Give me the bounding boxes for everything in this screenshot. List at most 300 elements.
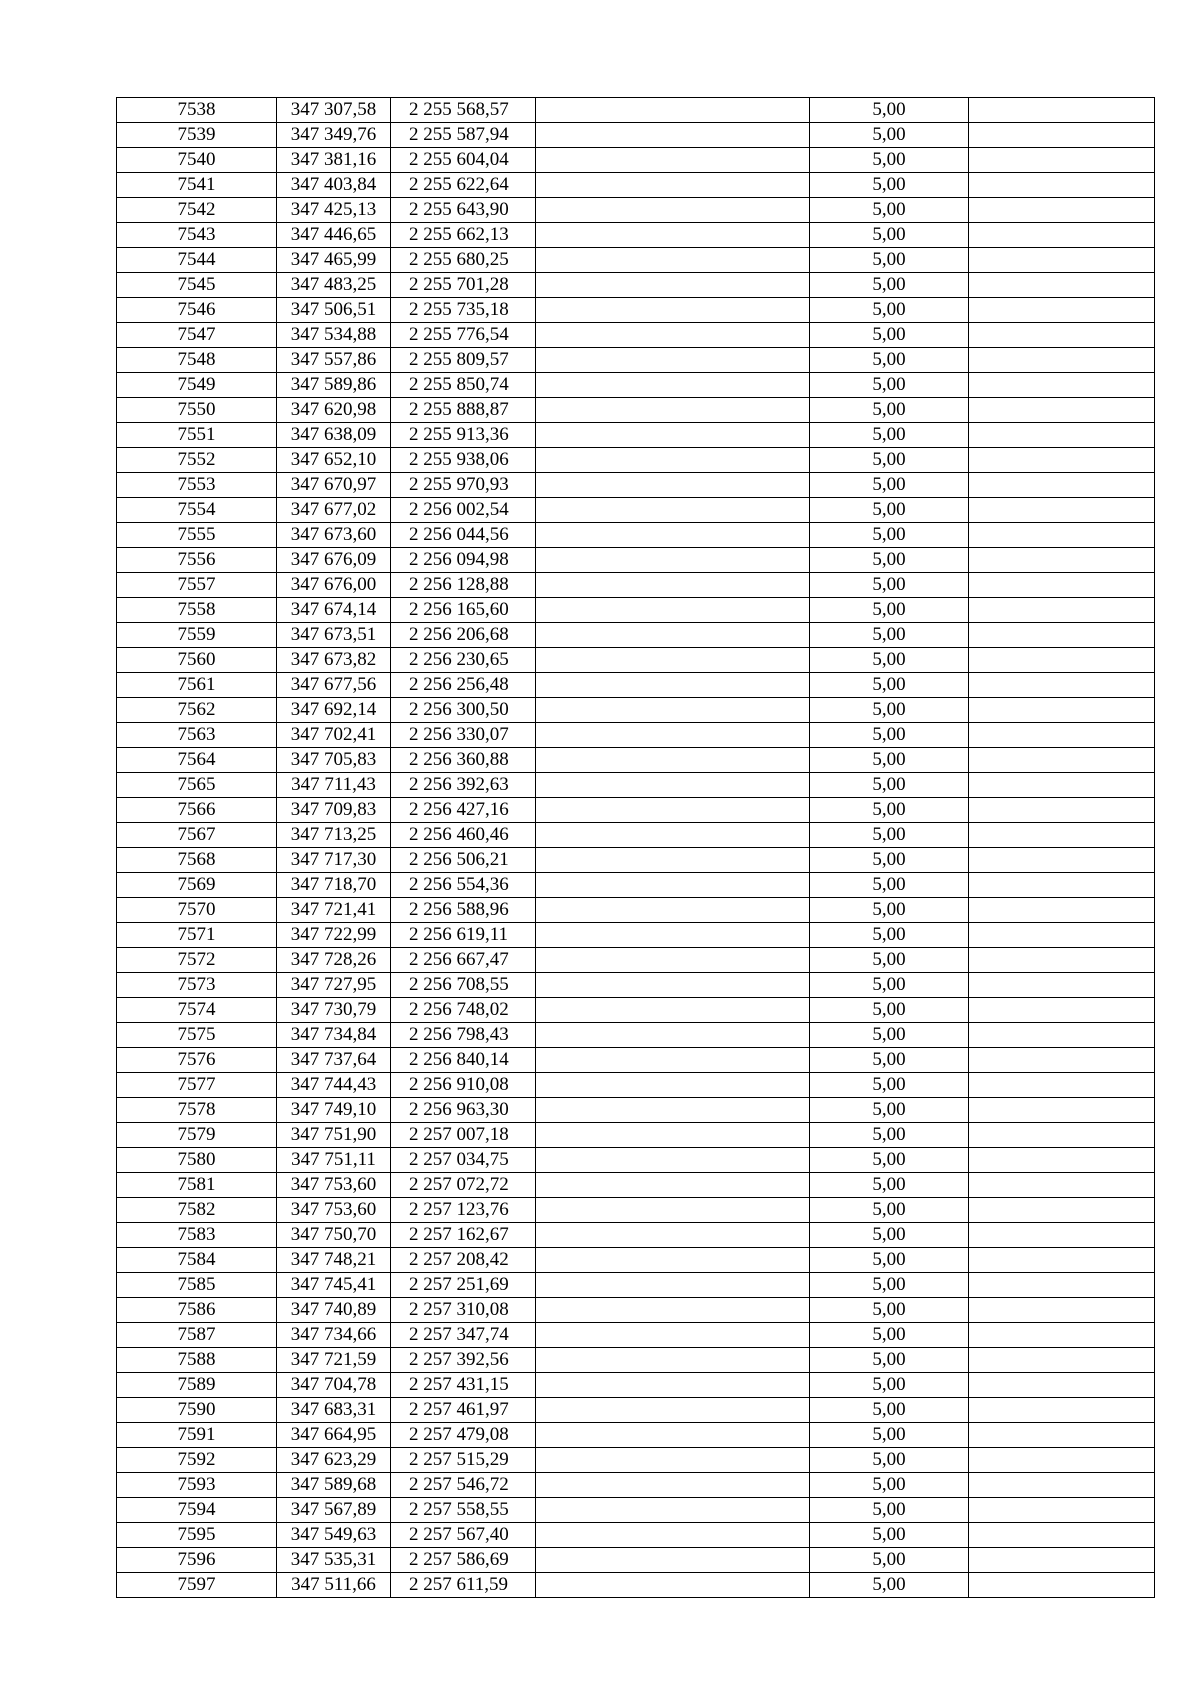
empty-cell — [536, 773, 810, 798]
point-number-cell: 7583 — [117, 1223, 277, 1248]
table-row — [117, 1048, 1155, 1073]
table-row — [117, 548, 1155, 573]
empty-cell — [969, 1473, 1155, 1498]
table-row — [117, 948, 1155, 973]
empty-cell — [969, 873, 1155, 898]
y-coordinate-cell: 2 256 128,88 — [391, 573, 536, 598]
point-number-cell: 7595 — [117, 1523, 277, 1548]
point-number-cell: 7586 — [117, 1298, 277, 1323]
value-cell: 5,00 — [810, 448, 969, 473]
point-number-cell: 7572 — [117, 948, 277, 973]
value-cell: 5,00 — [810, 648, 969, 673]
empty-cell — [969, 1023, 1155, 1048]
point-number-cell: 7574 — [117, 998, 277, 1023]
empty-cell — [969, 273, 1155, 298]
x-coordinate-cell: 347 721,41 — [277, 898, 391, 923]
value-cell: 5,00 — [810, 1573, 969, 1598]
y-coordinate-cell: 2 256 506,21 — [391, 848, 536, 873]
value-cell: 5,00 — [810, 1273, 969, 1298]
value-cell: 5,00 — [810, 98, 969, 123]
empty-cell — [969, 573, 1155, 598]
value-cell: 5,00 — [810, 698, 969, 723]
y-coordinate-cell: 2 255 604,04 — [391, 148, 536, 173]
empty-cell — [969, 748, 1155, 773]
y-coordinate-cell: 2 255 809,57 — [391, 348, 536, 373]
empty-cell — [969, 823, 1155, 848]
value-cell: 5,00 — [810, 1173, 969, 1198]
y-coordinate-cell: 2 257 567,40 — [391, 1523, 536, 1548]
y-coordinate-cell: 2 257 034,75 — [391, 1148, 536, 1173]
y-coordinate-cell: 2 257 251,69 — [391, 1273, 536, 1298]
point-number-cell: 7571 — [117, 923, 277, 948]
x-coordinate-cell: 347 446,65 — [277, 223, 391, 248]
value-cell: 5,00 — [810, 798, 969, 823]
empty-cell — [536, 898, 810, 923]
y-coordinate-cell: 2 256 588,96 — [391, 898, 536, 923]
table-row — [117, 1523, 1155, 1548]
value-cell: 5,00 — [810, 998, 969, 1023]
empty-cell — [536, 923, 810, 948]
value-cell: 5,00 — [810, 1048, 969, 1073]
empty-cell — [536, 398, 810, 423]
y-coordinate-cell: 2 255 970,93 — [391, 473, 536, 498]
table-row — [117, 1473, 1155, 1498]
point-number-cell: 7563 — [117, 723, 277, 748]
y-coordinate-cell: 2 256 206,68 — [391, 623, 536, 648]
empty-cell — [969, 1523, 1155, 1548]
empty-cell — [536, 598, 810, 623]
table-row — [117, 573, 1155, 598]
empty-cell — [969, 648, 1155, 673]
value-cell: 5,00 — [810, 973, 969, 998]
y-coordinate-cell: 2 255 680,25 — [391, 248, 536, 273]
empty-cell — [969, 1198, 1155, 1223]
empty-cell — [536, 1448, 810, 1473]
empty-cell — [536, 873, 810, 898]
empty-cell — [969, 848, 1155, 873]
empty-cell — [536, 1373, 810, 1398]
x-coordinate-cell: 347 483,25 — [277, 273, 391, 298]
value-cell: 5,00 — [810, 373, 969, 398]
y-coordinate-cell: 2 256 554,36 — [391, 873, 536, 898]
x-coordinate-cell: 347 638,09 — [277, 423, 391, 448]
point-number-cell: 7577 — [117, 1073, 277, 1098]
point-number-cell: 7588 — [117, 1348, 277, 1373]
value-cell: 5,00 — [810, 573, 969, 598]
empty-cell — [969, 1423, 1155, 1448]
empty-cell — [536, 623, 810, 648]
table-row — [117, 973, 1155, 998]
value-cell: 5,00 — [810, 898, 969, 923]
empty-cell — [536, 473, 810, 498]
point-number-cell: 7587 — [117, 1323, 277, 1348]
x-coordinate-cell: 347 740,89 — [277, 1298, 391, 1323]
table-row — [117, 1198, 1155, 1223]
value-cell: 5,00 — [810, 1423, 969, 1448]
x-coordinate-cell: 347 745,41 — [277, 1273, 391, 1298]
table-row — [117, 1273, 1155, 1298]
value-cell: 5,00 — [810, 1148, 969, 1173]
x-coordinate-cell: 347 711,43 — [277, 773, 391, 798]
empty-cell — [536, 1398, 810, 1423]
empty-cell — [969, 548, 1155, 573]
value-cell: 5,00 — [810, 1323, 969, 1348]
point-number-cell: 7568 — [117, 848, 277, 873]
empty-cell — [969, 698, 1155, 723]
table-row — [117, 773, 1155, 798]
point-number-cell: 7578 — [117, 1098, 277, 1123]
y-coordinate-cell: 2 256 330,07 — [391, 723, 536, 748]
y-coordinate-cell: 2 255 850,74 — [391, 373, 536, 398]
point-number-cell: 7589 — [117, 1373, 277, 1398]
y-coordinate-cell: 2 257 461,97 — [391, 1398, 536, 1423]
empty-cell — [536, 1148, 810, 1173]
empty-cell — [536, 198, 810, 223]
point-number-cell: 7557 — [117, 573, 277, 598]
point-number-cell: 7593 — [117, 1473, 277, 1498]
table-row — [117, 523, 1155, 548]
y-coordinate-cell: 2 256 910,08 — [391, 1073, 536, 1098]
x-coordinate-cell: 347 730,79 — [277, 998, 391, 1023]
empty-cell — [536, 1548, 810, 1573]
table-row — [117, 1348, 1155, 1373]
y-coordinate-cell: 2 257 515,29 — [391, 1448, 536, 1473]
empty-cell — [536, 223, 810, 248]
point-number-cell: 7596 — [117, 1548, 277, 1573]
empty-cell — [969, 773, 1155, 798]
empty-cell — [536, 1173, 810, 1198]
empty-cell — [536, 1273, 810, 1298]
empty-cell — [969, 598, 1155, 623]
point-number-cell: 7590 — [117, 1398, 277, 1423]
x-coordinate-cell: 347 673,51 — [277, 623, 391, 648]
empty-cell — [969, 398, 1155, 423]
table-row — [117, 848, 1155, 873]
y-coordinate-cell: 2 256 460,46 — [391, 823, 536, 848]
table-row — [117, 173, 1155, 198]
table-row — [117, 1423, 1155, 1448]
point-number-cell: 7548 — [117, 348, 277, 373]
point-number-cell: 7558 — [117, 598, 277, 623]
table-row — [117, 898, 1155, 923]
value-cell: 5,00 — [810, 248, 969, 273]
empty-cell — [969, 323, 1155, 348]
x-coordinate-cell: 347 535,31 — [277, 1548, 391, 1573]
y-coordinate-cell: 2 255 587,94 — [391, 123, 536, 148]
y-coordinate-cell: 2 256 300,50 — [391, 698, 536, 723]
empty-cell — [969, 448, 1155, 473]
value-cell: 5,00 — [810, 123, 969, 148]
value-cell: 5,00 — [810, 273, 969, 298]
point-number-cell: 7594 — [117, 1498, 277, 1523]
x-coordinate-cell: 347 534,88 — [277, 323, 391, 348]
y-coordinate-cell: 2 255 888,87 — [391, 398, 536, 423]
empty-cell — [969, 1398, 1155, 1423]
value-cell: 5,00 — [810, 498, 969, 523]
x-coordinate-cell: 347 748,21 — [277, 1248, 391, 1273]
empty-cell — [536, 1423, 810, 1448]
point-number-cell: 7555 — [117, 523, 277, 548]
table-row — [117, 1498, 1155, 1523]
empty-cell — [969, 798, 1155, 823]
table-row — [117, 1073, 1155, 1098]
x-coordinate-cell: 347 728,26 — [277, 948, 391, 973]
empty-cell — [536, 273, 810, 298]
point-number-cell: 7576 — [117, 1048, 277, 1073]
point-number-cell: 7560 — [117, 648, 277, 673]
x-coordinate-cell: 347 557,86 — [277, 348, 391, 373]
point-number-cell: 7582 — [117, 1198, 277, 1223]
point-number-cell: 7556 — [117, 548, 277, 573]
y-coordinate-cell: 2 257 347,74 — [391, 1323, 536, 1348]
empty-cell — [536, 673, 810, 698]
x-coordinate-cell: 347 511,66 — [277, 1573, 391, 1598]
empty-cell — [969, 523, 1155, 548]
x-coordinate-cell: 347 744,43 — [277, 1073, 391, 1098]
point-number-cell: 7542 — [117, 198, 277, 223]
x-coordinate-cell: 347 425,13 — [277, 198, 391, 223]
x-coordinate-cell: 347 753,60 — [277, 1173, 391, 1198]
empty-cell — [969, 348, 1155, 373]
empty-cell — [536, 498, 810, 523]
empty-cell — [969, 1373, 1155, 1398]
x-coordinate-cell: 347 664,95 — [277, 1423, 391, 1448]
point-number-cell: 7540 — [117, 148, 277, 173]
empty-cell — [536, 1323, 810, 1348]
point-number-cell: 7549 — [117, 373, 277, 398]
x-coordinate-cell: 347 737,64 — [277, 1048, 391, 1073]
empty-cell — [969, 998, 1155, 1023]
y-coordinate-cell: 2 255 913,36 — [391, 423, 536, 448]
point-number-cell: 7564 — [117, 748, 277, 773]
empty-cell — [969, 498, 1155, 523]
empty-cell — [969, 1173, 1155, 1198]
value-cell: 5,00 — [810, 1198, 969, 1223]
empty-cell — [969, 248, 1155, 273]
empty-cell — [536, 348, 810, 373]
empty-cell — [536, 823, 810, 848]
y-coordinate-cell: 2 257 479,08 — [391, 1423, 536, 1448]
value-cell: 5,00 — [810, 948, 969, 973]
empty-cell — [969, 1048, 1155, 1073]
x-coordinate-cell: 347 403,84 — [277, 173, 391, 198]
y-coordinate-cell: 2 256 619,11 — [391, 923, 536, 948]
empty-cell — [969, 673, 1155, 698]
point-number-cell: 7551 — [117, 423, 277, 448]
value-cell: 5,00 — [810, 1348, 969, 1373]
value-cell: 5,00 — [810, 848, 969, 873]
value-cell: 5,00 — [810, 1073, 969, 1098]
table-row — [117, 1373, 1155, 1398]
point-number-cell: 7554 — [117, 498, 277, 523]
x-coordinate-cell: 347 676,00 — [277, 573, 391, 598]
x-coordinate-cell: 347 465,99 — [277, 248, 391, 273]
empty-cell — [536, 98, 810, 123]
x-coordinate-cell: 347 677,56 — [277, 673, 391, 698]
empty-cell — [969, 623, 1155, 648]
empty-cell — [969, 1448, 1155, 1473]
table-row — [117, 223, 1155, 248]
empty-cell — [969, 1223, 1155, 1248]
x-coordinate-cell: 347 713,25 — [277, 823, 391, 848]
table-row — [117, 1148, 1155, 1173]
point-number-cell: 7584 — [117, 1248, 277, 1273]
value-cell: 5,00 — [810, 873, 969, 898]
y-coordinate-cell: 2 257 611,59 — [391, 1573, 536, 1598]
empty-cell — [536, 1048, 810, 1073]
table-row — [117, 873, 1155, 898]
table-row — [117, 598, 1155, 623]
table-row — [117, 398, 1155, 423]
x-coordinate-cell: 347 589,68 — [277, 1473, 391, 1498]
x-coordinate-cell: 347 506,51 — [277, 298, 391, 323]
empty-cell — [536, 148, 810, 173]
point-number-cell: 7567 — [117, 823, 277, 848]
y-coordinate-cell: 2 256 044,56 — [391, 523, 536, 548]
y-coordinate-cell: 2 256 002,54 — [391, 498, 536, 523]
point-number-cell: 7543 — [117, 223, 277, 248]
y-coordinate-cell: 2 256 230,65 — [391, 648, 536, 673]
value-cell: 5,00 — [810, 1098, 969, 1123]
point-number-cell: 7541 — [117, 173, 277, 198]
point-number-cell: 7566 — [117, 798, 277, 823]
empty-cell — [969, 198, 1155, 223]
x-coordinate-cell: 347 751,11 — [277, 1148, 391, 1173]
y-coordinate-cell: 2 257 558,55 — [391, 1498, 536, 1523]
table-row — [117, 1023, 1155, 1048]
empty-cell — [536, 698, 810, 723]
empty-cell — [536, 123, 810, 148]
empty-cell — [969, 1498, 1155, 1523]
table-row — [117, 198, 1155, 223]
x-coordinate-cell: 347 753,60 — [277, 1198, 391, 1223]
y-coordinate-cell: 2 256 963,30 — [391, 1098, 536, 1123]
table-row — [117, 298, 1155, 323]
empty-cell — [969, 1098, 1155, 1123]
table-row — [117, 273, 1155, 298]
y-coordinate-cell: 2 257 208,42 — [391, 1248, 536, 1273]
x-coordinate-cell: 347 717,30 — [277, 848, 391, 873]
y-coordinate-cell: 2 257 310,08 — [391, 1298, 536, 1323]
empty-cell — [969, 948, 1155, 973]
value-cell: 5,00 — [810, 1548, 969, 1573]
value-cell: 5,00 — [810, 1023, 969, 1048]
x-coordinate-cell: 347 750,70 — [277, 1223, 391, 1248]
empty-cell — [536, 973, 810, 998]
table-row — [117, 723, 1155, 748]
table-row — [117, 1573, 1155, 1598]
empty-cell — [536, 248, 810, 273]
value-cell: 5,00 — [810, 1398, 969, 1423]
x-coordinate-cell: 347 683,31 — [277, 1398, 391, 1423]
x-coordinate-cell: 347 749,10 — [277, 1098, 391, 1123]
y-coordinate-cell: 2 257 586,69 — [391, 1548, 536, 1573]
value-cell: 5,00 — [810, 1298, 969, 1323]
empty-cell — [536, 748, 810, 773]
empty-cell — [536, 1298, 810, 1323]
table-row — [117, 1323, 1155, 1348]
value-cell: 5,00 — [810, 223, 969, 248]
empty-cell — [536, 373, 810, 398]
y-coordinate-cell: 2 256 748,02 — [391, 998, 536, 1023]
empty-cell — [536, 173, 810, 198]
table-row — [117, 1223, 1155, 1248]
x-coordinate-cell: 347 673,60 — [277, 523, 391, 548]
value-cell: 5,00 — [810, 1123, 969, 1148]
y-coordinate-cell: 2 257 546,72 — [391, 1473, 536, 1498]
empty-cell — [969, 1248, 1155, 1273]
point-number-cell: 7561 — [117, 673, 277, 698]
empty-cell — [969, 98, 1155, 123]
empty-cell — [969, 923, 1155, 948]
table-row — [117, 1398, 1155, 1423]
y-coordinate-cell: 2 256 798,43 — [391, 1023, 536, 1048]
empty-cell — [536, 848, 810, 873]
y-coordinate-cell: 2 255 701,28 — [391, 273, 536, 298]
table-row — [117, 448, 1155, 473]
x-coordinate-cell: 347 702,41 — [277, 723, 391, 748]
empty-cell — [536, 948, 810, 973]
empty-cell — [536, 1098, 810, 1123]
table-row — [117, 998, 1155, 1023]
x-coordinate-cell: 347 751,90 — [277, 1123, 391, 1148]
point-number-cell: 7546 — [117, 298, 277, 323]
table-row — [117, 323, 1155, 348]
empty-cell — [536, 1198, 810, 1223]
empty-cell — [969, 373, 1155, 398]
empty-cell — [536, 423, 810, 448]
empty-cell — [969, 1573, 1155, 1598]
empty-cell — [969, 1323, 1155, 1348]
table-row — [117, 498, 1155, 523]
value-cell: 5,00 — [810, 773, 969, 798]
point-number-cell: 7573 — [117, 973, 277, 998]
empty-cell — [969, 298, 1155, 323]
y-coordinate-cell: 2 256 165,60 — [391, 598, 536, 623]
y-coordinate-cell: 2 256 392,63 — [391, 773, 536, 798]
empty-cell — [969, 173, 1155, 198]
x-coordinate-cell: 347 692,14 — [277, 698, 391, 723]
table-row — [117, 823, 1155, 848]
empty-cell — [536, 648, 810, 673]
empty-cell — [969, 1273, 1155, 1298]
table-row — [117, 1248, 1155, 1273]
empty-cell — [969, 973, 1155, 998]
x-coordinate-cell: 347 677,02 — [277, 498, 391, 523]
value-cell: 5,00 — [810, 673, 969, 698]
x-coordinate-cell: 347 589,86 — [277, 373, 391, 398]
x-coordinate-cell: 347 381,16 — [277, 148, 391, 173]
value-cell: 5,00 — [810, 1223, 969, 1248]
point-number-cell: 7581 — [117, 1173, 277, 1198]
empty-cell — [969, 1073, 1155, 1098]
empty-cell — [536, 523, 810, 548]
value-cell: 5,00 — [810, 323, 969, 348]
value-cell: 5,00 — [810, 198, 969, 223]
x-coordinate-cell: 347 676,09 — [277, 548, 391, 573]
x-coordinate-cell: 347 674,14 — [277, 598, 391, 623]
table-row — [117, 1548, 1155, 1573]
value-cell: 5,00 — [810, 423, 969, 448]
empty-cell — [969, 223, 1155, 248]
x-coordinate-cell: 347 620,98 — [277, 398, 391, 423]
y-coordinate-cell: 2 256 708,55 — [391, 973, 536, 998]
empty-cell — [969, 1548, 1155, 1573]
x-coordinate-cell: 347 349,76 — [277, 123, 391, 148]
empty-cell — [536, 998, 810, 1023]
y-coordinate-cell: 2 256 667,47 — [391, 948, 536, 973]
empty-cell — [536, 723, 810, 748]
